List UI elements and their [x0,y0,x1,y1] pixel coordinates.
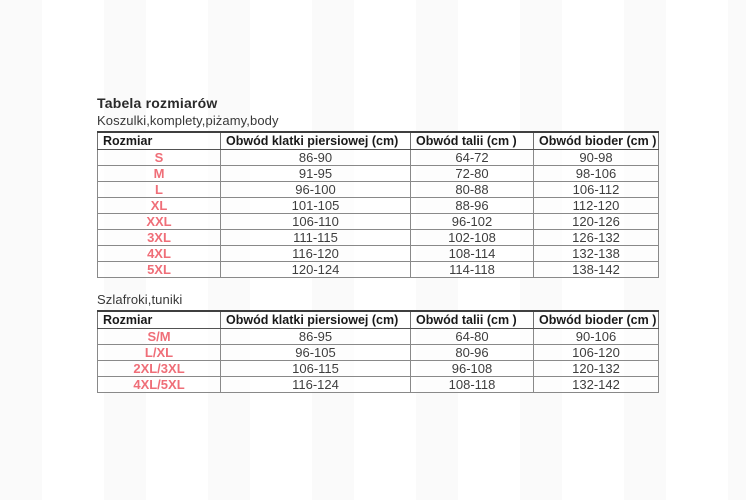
measurement-cell: 86-90 [221,150,411,166]
measurement-cell: 126-132 [534,230,659,246]
header-row [98,311,659,329]
measurement-cell: 106-110 [221,214,411,230]
measurement-cell: 101-105 [221,198,411,214]
measurement-cell: 138-142 [534,262,659,278]
measurement-cell: 102-108 [411,230,534,246]
measurement-cell: 80-88 [411,182,534,198]
measurement-cell: 98-106 [534,166,659,182]
measurement-cell: 106-115 [221,361,411,377]
measurement-cell: 64-80 [411,329,534,345]
column-header-chest: Obwód klatki piersiowej (cm) [221,311,411,329]
measurement-cell: 96-105 [221,345,411,361]
column-header-hips: Obwód bioder (cm ) [534,311,659,329]
table-row [98,198,659,214]
size-table-szlafroki [97,310,659,393]
measurement-cell: 108-118 [411,377,534,393]
measurement-cell: 96-108 [411,361,534,377]
size-cell: M [98,166,221,182]
table-caption-szlafroki: Szlafroki,tuniki [97,292,183,307]
table-body-koszulki [98,150,659,278]
size-table-koszulki [97,131,659,278]
measurement-cell: 88-96 [411,198,534,214]
size-cell: XL [98,198,221,214]
table-row [98,329,659,345]
measurement-cell: 86-95 [221,329,411,345]
measurement-cell: 114-118 [411,262,534,278]
page-title: Tabela rozmiarów [97,95,218,111]
measurement-cell: 90-106 [534,329,659,345]
table-row [98,361,659,377]
measurement-cell: 120-126 [534,214,659,230]
column-header-size: Rozmiar [98,132,221,150]
measurement-cell: 106-120 [534,345,659,361]
measurement-cell: 64-72 [411,150,534,166]
measurement-cell: 91-95 [221,166,411,182]
measurement-cell: 80-96 [411,345,534,361]
table-row [98,377,659,393]
column-header-chest: Obwód klatki piersiowej (cm) [221,132,411,150]
size-cell: L [98,182,221,198]
table-row [98,246,659,262]
header-row [98,132,659,150]
measurement-cell: 111-115 [221,230,411,246]
table-row [98,166,659,182]
size-cell: S/M [98,329,221,345]
size-cell: 3XL [98,230,221,246]
column-header-hips: Obwód bioder (cm ) [534,132,659,150]
size-cell: 5XL [98,262,221,278]
table-row [98,345,659,361]
measurement-cell: 120-124 [221,262,411,278]
column-header-waist: Obwód talii (cm ) [411,132,534,150]
size-cell: XXL [98,214,221,230]
measurement-cell: 90-98 [534,150,659,166]
column-header-waist: Obwód talii (cm ) [411,311,534,329]
measurement-cell: 108-114 [411,246,534,262]
column-header-size: Rozmiar [98,311,221,329]
measurement-cell: 116-120 [221,246,411,262]
measurement-cell: 106-112 [534,182,659,198]
measurement-cell: 132-138 [534,246,659,262]
size-cell: S [98,150,221,166]
measurement-cell: 96-102 [411,214,534,230]
table-row [98,262,659,278]
measurement-cell: 72-80 [411,166,534,182]
size-cell: 2XL/3XL [98,361,221,377]
size-cell: 4XL [98,246,221,262]
table-row [98,230,659,246]
table-row [98,182,659,198]
table-body-szlafroki [98,329,659,393]
table-caption-koszulki: Koszulki,komplety,piżamy,body [97,113,279,128]
table-row [98,214,659,230]
measurement-cell: 116-124 [221,377,411,393]
measurement-cell: 120-132 [534,361,659,377]
table-row [98,150,659,166]
measurement-cell: 132-142 [534,377,659,393]
size-chart-content [97,95,659,393]
size-cell: 4XL/5XL [98,377,221,393]
measurement-cell: 112-120 [534,198,659,214]
measurement-cell: 96-100 [221,182,411,198]
size-cell: L/XL [98,345,221,361]
